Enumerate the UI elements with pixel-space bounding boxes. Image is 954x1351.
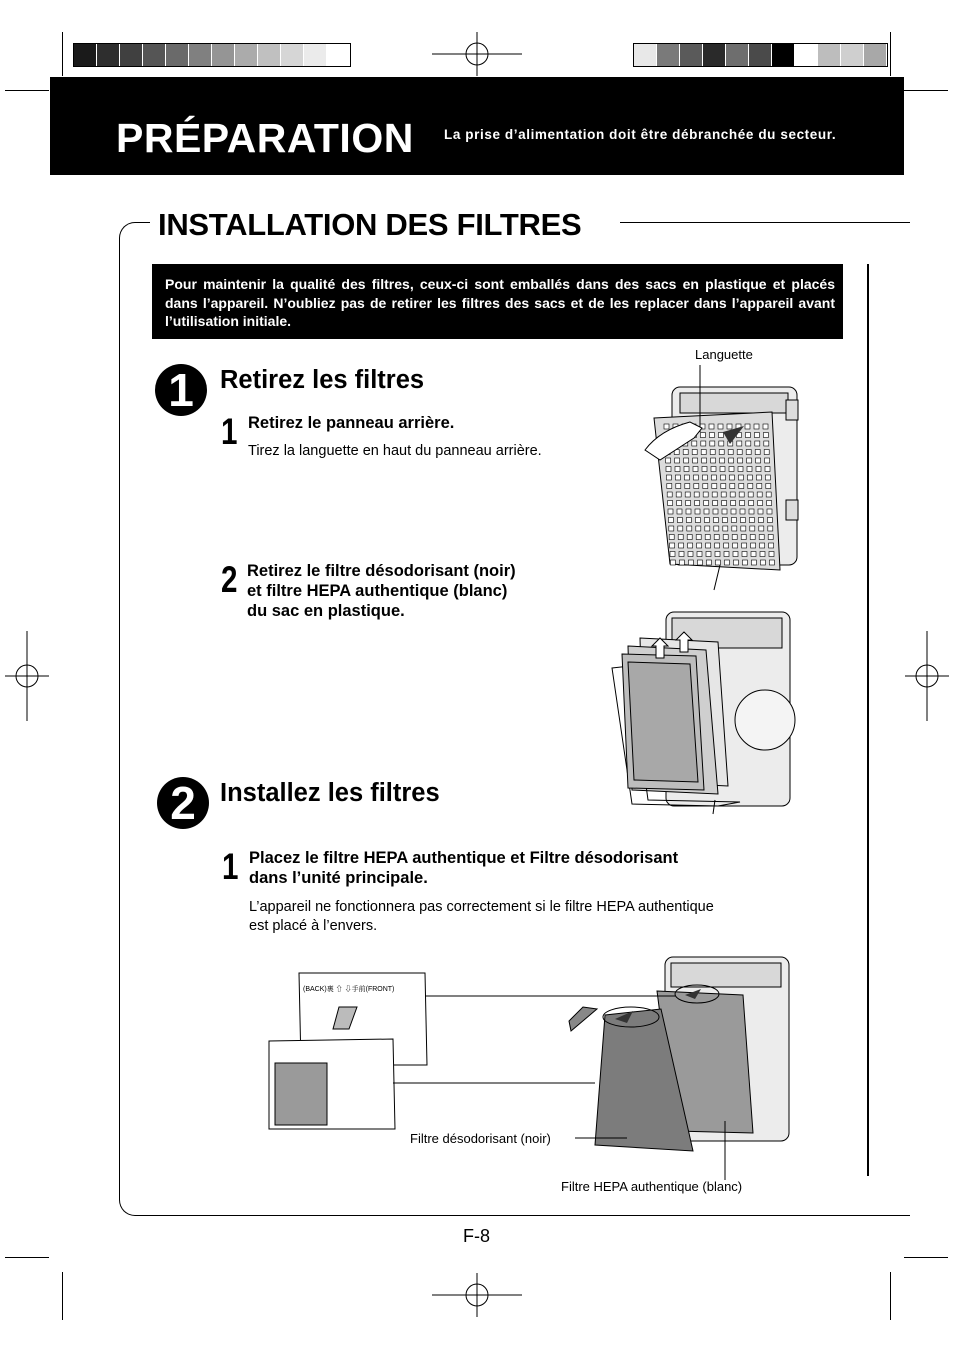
- filters-removal-illustration: [600, 610, 800, 810]
- right-rule: [867, 264, 869, 1176]
- substep-title: Retirez le filtre désodorisant (noir) et filtre HEPA authentique (blanc) du sac en plastique.: [247, 562, 516, 620]
- substep-text: L’appareil ne fonctionnera pas correctement si le filtre HEPA authentique est placé à l’envers.: [249, 899, 714, 934]
- substep-text: Tirez la languette en haut du panneau arrière.: [248, 443, 542, 459]
- substep-number: 1: [221, 411, 238, 452]
- header-banner: [50, 77, 904, 175]
- header-warning-note: La prise d’alimentation doit être débranchée du secteur.: [444, 127, 837, 142]
- label-hepa-filter: Filtre HEPA authentique (blanc): [561, 1179, 743, 1194]
- step-1-title: Retirez les filtres: [220, 366, 425, 394]
- substep-number: 1: [222, 846, 239, 887]
- substep-title: Placez le filtre HEPA authentique et Filtre désodorisant dans l’unité principale.: [249, 849, 679, 887]
- step-2-title: Installez les filtres: [220, 779, 440, 807]
- page-title: PRÉPARATION: [116, 115, 414, 161]
- back-panel-removal-illustration: [640, 360, 800, 580]
- filters-installation-illustration: [265, 955, 795, 1155]
- notice-text: Pour maintenir la qualité des filtres, ceux-ci sont emballés dans des sacs en plastique et placés dans l’appareil. N’oubliez pas de retirer les filtres des sacs et de les replacer dans l’appareil avant l’utilisation initiale.: [165, 276, 835, 329]
- label-tab: Languette: [695, 347, 753, 362]
- svg-text:(BACK)裏 ⇧ ⇩手前(FRONT): (BACK)裏 ⇧ ⇩手前(FRONT): [303, 986, 395, 993]
- step-number-1: 1: [155, 364, 207, 416]
- label-deodorizing-filter: Filtre désodorisant (noir): [410, 1131, 551, 1146]
- section-title: INSTALLATION DES FILTRES: [158, 207, 585, 243]
- page-number: F-8: [463, 1226, 490, 1246]
- substep-title: Retirez le panneau arrière.: [248, 414, 455, 432]
- step-number-2: 2: [157, 777, 209, 829]
- substep-number: 2: [221, 559, 238, 600]
- notice-box: [152, 264, 843, 339]
